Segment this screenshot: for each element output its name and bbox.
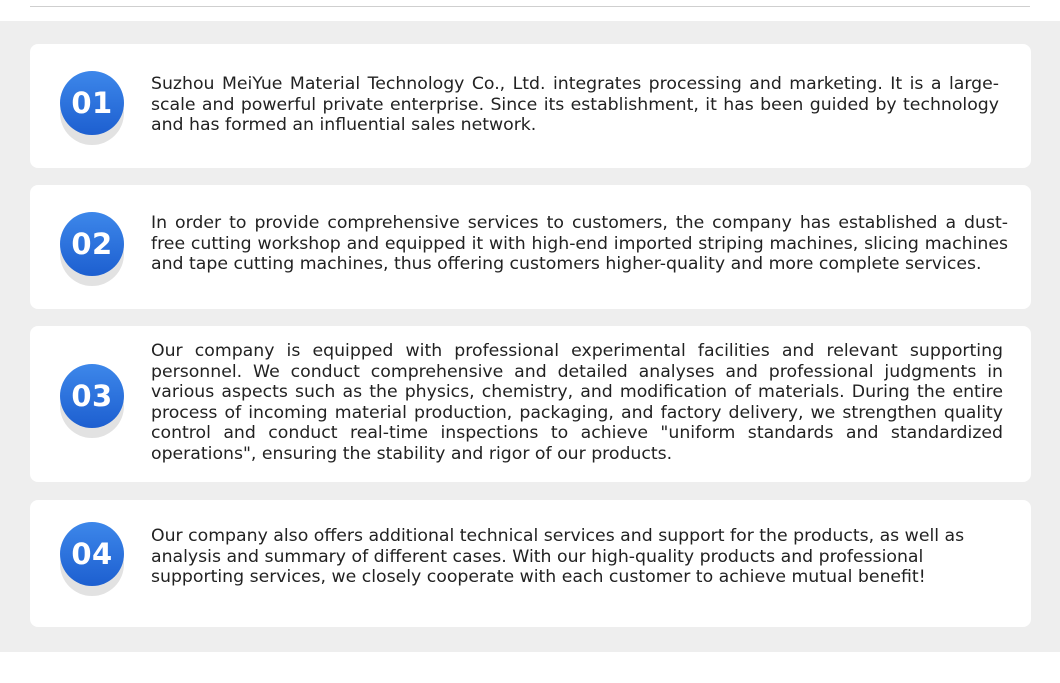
badge-circle (60, 71, 124, 135)
features-section (0, 21, 1060, 652)
badge-number: 04 (71, 537, 113, 571)
feature-text-03: Our company is equipped with professional experimental facilities and relevant supporting personnel. We conduct comprehensive and detailed analyses and professional judgments in various aspects such as the physics, chemistry, and modification of materials. During the entire process of incoming material production, packaging, and factory delivery, we strengthen quality control and conduct real-time inspections to achieve "uniform standards and standardized operations", ensuring the stability and rigor of our products. (151, 341, 1003, 464)
badge-number: 02 (71, 227, 113, 261)
feature-card-02 (30, 185, 1031, 309)
feature-text-04: Our company also offers additional technical services and support for the products, as well as analysis and summary of different cases. With our high-quality products and professional supporting services, we closely cooperate with each customer to achieve mutual benefit! (151, 526, 965, 587)
badge-circle (60, 212, 124, 276)
badge-circle (60, 522, 124, 586)
feature-card-01 (30, 44, 1031, 168)
feature-card-04 (30, 500, 1031, 627)
feature-text-01: Suzhou MeiYue Material Technology Co., Ltd. integrates processing and marketing. It is a large-scale and powerful private enterprise. Since its establishment, it has been guided by technology and has formed an influential sales network. (151, 74, 999, 135)
badge-number: 03 (71, 379, 113, 413)
top-divider (30, 6, 1030, 7)
number-badge-02 (60, 212, 124, 286)
feature-text-02: In order to provide comprehensive services to customers, the company has established a dust-free cutting workshop and equipped it with high-end imported striping machines, slicing machines and tape cutting machines, thus offering customers higher-quality and more complete services. (151, 213, 1008, 274)
badge-circle (60, 364, 124, 428)
number-badge-01 (60, 71, 124, 145)
number-badge-03 (60, 364, 124, 438)
badge-number: 01 (71, 86, 113, 120)
number-badge-04 (60, 522, 124, 596)
feature-card-03 (30, 326, 1031, 482)
